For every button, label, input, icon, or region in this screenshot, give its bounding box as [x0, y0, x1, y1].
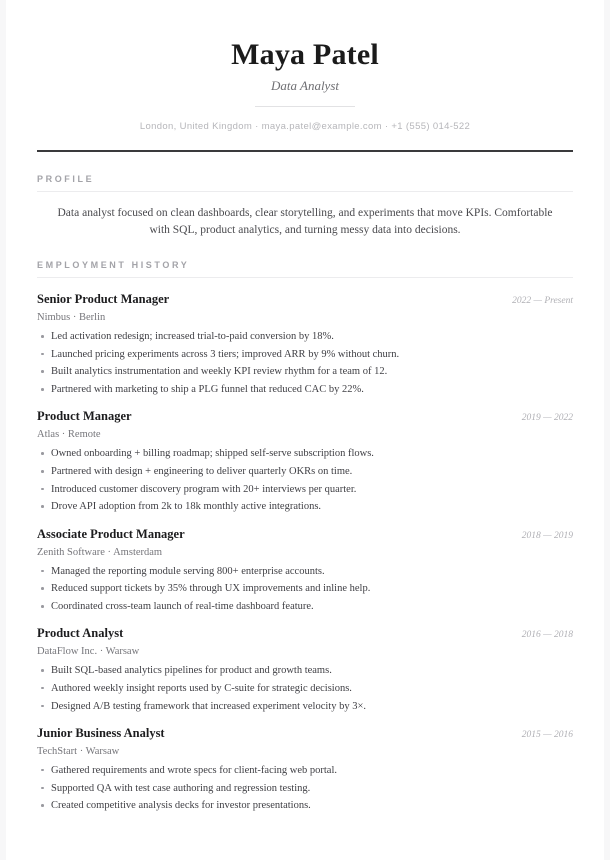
job-bullet: Introduced customer discovery program with 20+ interviews per quarter. — [37, 482, 573, 497]
job-bullet: Partnered with design + engineering to deliver quarterly OKRs on time. — [37, 464, 573, 479]
job-bullet: Gathered requirements and wrote specs for client-facing web portal. — [37, 763, 573, 778]
employment-section — [37, 260, 573, 813]
job-bullet-list — [37, 329, 573, 397]
job-bullet: Partnered with marketing to ship a PLG funnel that reduced CAC by 22%. — [37, 382, 573, 397]
job-bullet: Drove API adoption from 2k to 18k monthly active integrations. — [37, 499, 573, 514]
job-bullet: Coordinated cross-team launch of real-time dashboard feature. — [37, 599, 573, 614]
employment-entry — [37, 408, 573, 514]
header-mini-divider — [255, 106, 355, 107]
job-dates: 2022 — Present — [512, 296, 573, 306]
job-title: Junior Business Analyst — [37, 725, 165, 740]
job-bullet: Authored weekly insight reports used by C-suite for strategic decisions. — [37, 681, 573, 696]
employment-entry — [37, 625, 573, 714]
job-dates: 2015 — 2016 — [521, 729, 573, 740]
profile-section-heading: PROFILE — [37, 174, 95, 184]
resume-header — [37, 38, 573, 133]
job-bullet-list — [37, 446, 573, 514]
job-title: Product Manager — [37, 409, 132, 424]
job-bullet: Built SQL-based analytics pipelines for product and growth teams. — [37, 663, 573, 678]
job-bullet: Managed the reporting module serving 800+ enterprise accounts. — [37, 564, 573, 579]
employment-entry-header — [37, 625, 573, 643]
job-company-location: Atlas · Remote — [37, 429, 101, 441]
job-dates: 2018 — 2019 — [521, 530, 573, 541]
profile-summary: Data analyst focused on clean dashboards, clear storytelling, and experiments that move KPIs. Comfortable with SQL, product analytics, and turning messy data into decisions. — [57, 207, 553, 236]
employment-entry-header — [37, 526, 573, 544]
employment-entry-header — [37, 725, 573, 743]
resume-page — [6, 0, 604, 860]
job-bullet: Supported QA with test case authoring and regression testing. — [37, 781, 573, 796]
employment-entry — [37, 526, 573, 615]
job-bullet-list — [37, 564, 573, 615]
job-bullet: Built analytics instrumentation and weekly KPI review rhythm for a team of 12. — [37, 364, 573, 379]
job-company-location: DataFlow Inc. · Warsaw — [37, 646, 140, 658]
employment-list — [37, 278, 573, 813]
employment-entry-header — [37, 408, 573, 426]
employment-entry-header — [37, 291, 573, 309]
profile-section — [37, 174, 573, 238]
job-dates: 2019 — 2022 — [521, 413, 573, 424]
contact-line: London, United Kingdom · maya.patel@example.com · +1 (555) 014-522 — [139, 121, 471, 132]
job-dates: 2016 — 2018 — [521, 630, 573, 641]
job-bullet: Owned onboarding + billing roadmap; shipped self-serve subscription flows. — [37, 446, 573, 461]
job-company-location: Nimbus · Berlin — [37, 312, 106, 323]
candidate-name: Maya Patel — [231, 38, 379, 71]
job-title: Senior Product Manager — [37, 292, 170, 306]
job-title: Associate Product Manager — [37, 526, 185, 541]
job-company-location: Zenith Software · Amsterdam — [37, 546, 163, 558]
job-bullet-list — [37, 763, 573, 814]
employment-section-heading: EMPLOYMENT HISTORY — [37, 260, 190, 270]
resume-content — [37, 0, 573, 813]
job-company-location: TechStart · Warsaw — [37, 745, 120, 757]
job-bullet: Designed A/B testing framework that increased experiment velocity by 3×. — [37, 699, 573, 714]
candidate-title: Data Analyst — [270, 78, 339, 93]
header-divider — [37, 150, 573, 152]
employment-entry — [37, 291, 573, 397]
job-bullet: Led activation redesign; increased trial-to-paid conversion by 18%. — [37, 329, 573, 344]
job-bullet: Launched pricing experiments across 3 tiers; improved ARR by 9% without churn. — [37, 347, 573, 362]
employment-entry — [37, 725, 573, 814]
job-title: Product Analyst — [37, 626, 124, 641]
job-bullet: Created competitive analysis decks for investor presentations. — [37, 798, 573, 813]
job-bullet-list — [37, 663, 573, 714]
job-bullet: Reduced support tickets by 35% through UX improvements and inline help. — [37, 581, 573, 596]
